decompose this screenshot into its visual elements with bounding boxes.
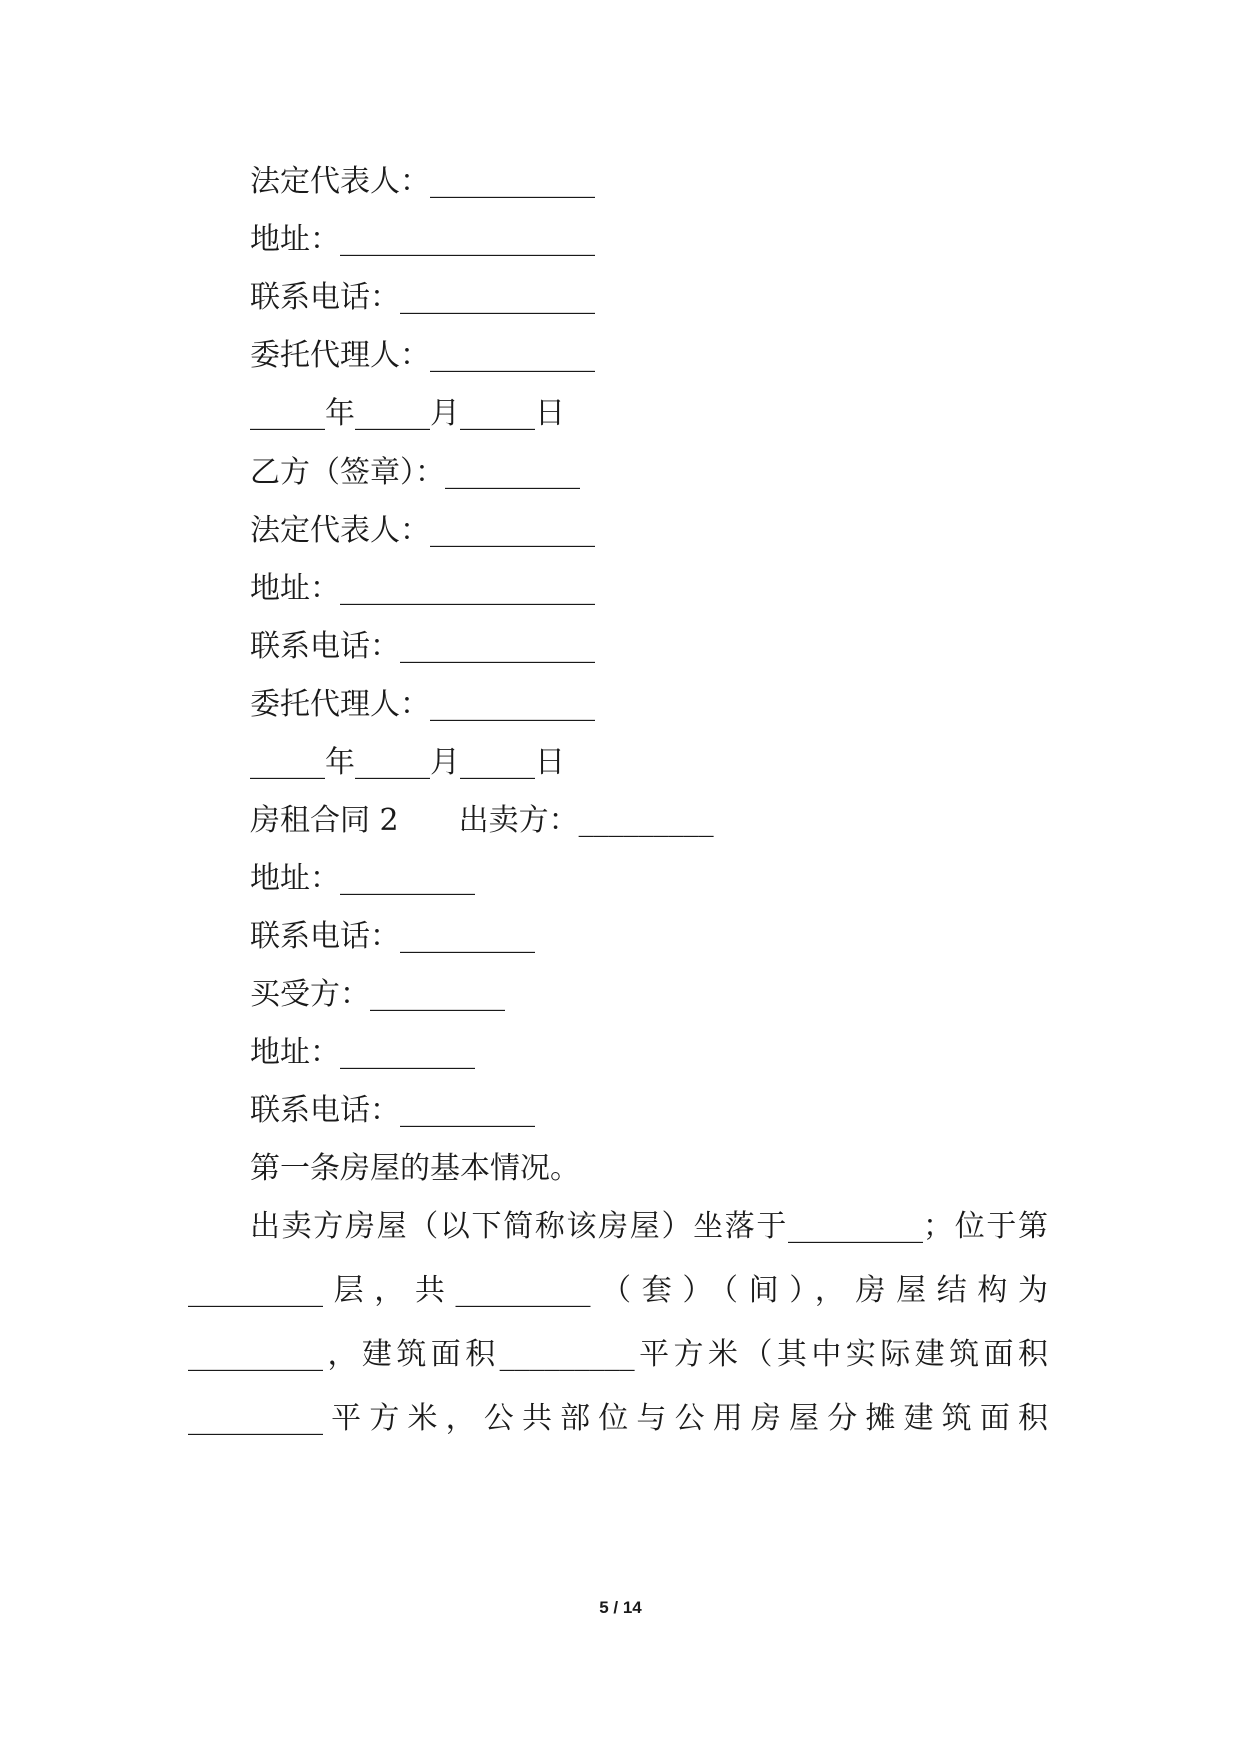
legal-representative-line-a: 法定代表人：___________	[250, 164, 595, 199]
agent-line-a: 委托代理人：___________	[250, 338, 595, 373]
seller-address-line: 地址：_________	[250, 861, 475, 896]
article-one-paragraph	[188, 1195, 1048, 1451]
paragraph-row-3: _________，建筑面积_________平方米（其中实际建筑面积	[188, 1337, 1048, 1372]
date-line-a: _____年_____月_____日	[250, 396, 565, 431]
seller-phone-line: 联系电话：_________	[250, 919, 535, 954]
address-line-a: 地址：_________________	[250, 222, 595, 257]
buyer-line: 买受方：_________	[250, 977, 505, 1012]
phone-line-b: 联系电话：_____________	[250, 629, 595, 664]
party-b-signature-line: 乙方（签章）：_________	[250, 455, 580, 490]
date-line-b: _____年_____月_____日	[250, 745, 565, 780]
buyer-address-line: 地址：_________	[250, 1035, 475, 1070]
paragraph-row-1: 出卖方房屋（以下简称该房屋）坐落于_________；位于第	[250, 1209, 1048, 1244]
legal-representative-line-b: 法定代表人：___________	[250, 513, 595, 548]
agent-line-b: 委托代理人：___________	[250, 687, 595, 722]
address-line-b: 地址：_________________	[250, 571, 595, 606]
paragraph-row-4: _________平方米，公共部位与公用房屋分摊建筑面积	[188, 1401, 1048, 1436]
article-one-heading: 第一条房屋的基本情况。	[250, 1151, 580, 1186]
buyer-phone-line: 联系电话：_________	[250, 1093, 535, 1128]
contract-2-seller-line: 房租合同 2 出卖方：_________	[250, 803, 714, 838]
page-number: 5 / 14	[599, 1598, 642, 1617]
phone-line-a: 联系电话：_____________	[250, 280, 595, 315]
paragraph-row-2: _________层，共_________（套）（间），房屋结构为	[188, 1273, 1048, 1308]
